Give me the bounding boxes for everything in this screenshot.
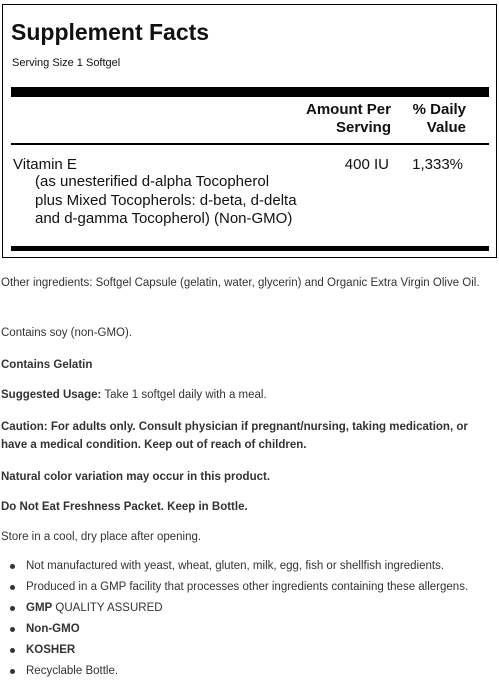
thick-divider bbox=[11, 87, 489, 97]
feature-text: Produced in a GMP facility that processes other ingredients containing these allergens. bbox=[26, 581, 469, 593]
feature-list bbox=[0, 556, 499, 682]
contains-gelatin: Contains Gelatin bbox=[1, 359, 93, 371]
feature-text: QUALITY ASSURED bbox=[52, 602, 163, 614]
facts-title: Supplement Facts bbox=[11, 19, 210, 45]
list-item bbox=[0, 556, 499, 577]
header-divider bbox=[11, 143, 489, 145]
suggested-usage bbox=[1, 386, 497, 404]
caution-note: Caution: For adults only. Consult physician if pregnant/nursing, taking medication, or have a medical condition. Keep out of reach of children. bbox=[1, 421, 468, 451]
feature-bold: Non-GMO bbox=[26, 623, 80, 635]
list-item bbox=[0, 661, 499, 682]
feature-text: Not manufactured with yeast, wheat, gluten, milk, egg, fish or shellfish ingredients. bbox=[26, 560, 445, 572]
usage-label: Suggested Usage: bbox=[1, 389, 102, 401]
nutrient-description: (as unesterified d-alpha Tocopherol plus Mixed Tocopherols: d-beta, d-delta and d-gamma Tocopherol) (Non-GMO) bbox=[35, 173, 297, 227]
storage-note: Store in a cool, dry place after opening. bbox=[1, 531, 202, 543]
bullet-icon bbox=[10, 585, 15, 590]
feature-text: Recyclable Bottle. bbox=[26, 665, 119, 677]
contains-soy: Contains soy (non-GMO). bbox=[1, 327, 133, 339]
freshness-note: Do Not Eat Freshness Packet. Keep in Bottle. bbox=[1, 501, 248, 513]
nutrient-amount: 400 IU bbox=[344, 156, 389, 173]
bullet-icon bbox=[10, 627, 15, 632]
header-daily-value: % Daily Value bbox=[412, 101, 466, 136]
usage-text: Take 1 softgel daily with a meal. bbox=[101, 389, 267, 401]
nutrient-daily-value: 1,333% bbox=[412, 156, 463, 173]
supplement-facts-panel bbox=[2, 4, 497, 258]
list-item bbox=[0, 619, 499, 640]
color-variation-note: Natural color variation may occur in this product. bbox=[1, 471, 271, 483]
bullet-icon bbox=[10, 564, 15, 569]
feature-bold: KOSHER bbox=[26, 644, 76, 656]
list-item bbox=[0, 577, 499, 598]
list-item bbox=[0, 598, 499, 619]
feature-bold: GMP bbox=[26, 602, 53, 614]
bullet-icon bbox=[10, 648, 15, 653]
bullet-icon bbox=[10, 669, 15, 674]
serving-size: Serving Size 1 Softgel bbox=[12, 57, 121, 69]
bottom-divider bbox=[11, 246, 489, 251]
bullet-icon bbox=[10, 606, 15, 611]
list-item bbox=[0, 640, 499, 661]
header-amount-per-serving: Amount Per Serving bbox=[305, 101, 391, 136]
other-ingredients: Other ingredients: Softgel Capsule (gelatin, water, glycerin) and Organic Extra Virgin Olive Oil. bbox=[1, 277, 480, 289]
nutrient-name: Vitamin E bbox=[13, 156, 77, 173]
